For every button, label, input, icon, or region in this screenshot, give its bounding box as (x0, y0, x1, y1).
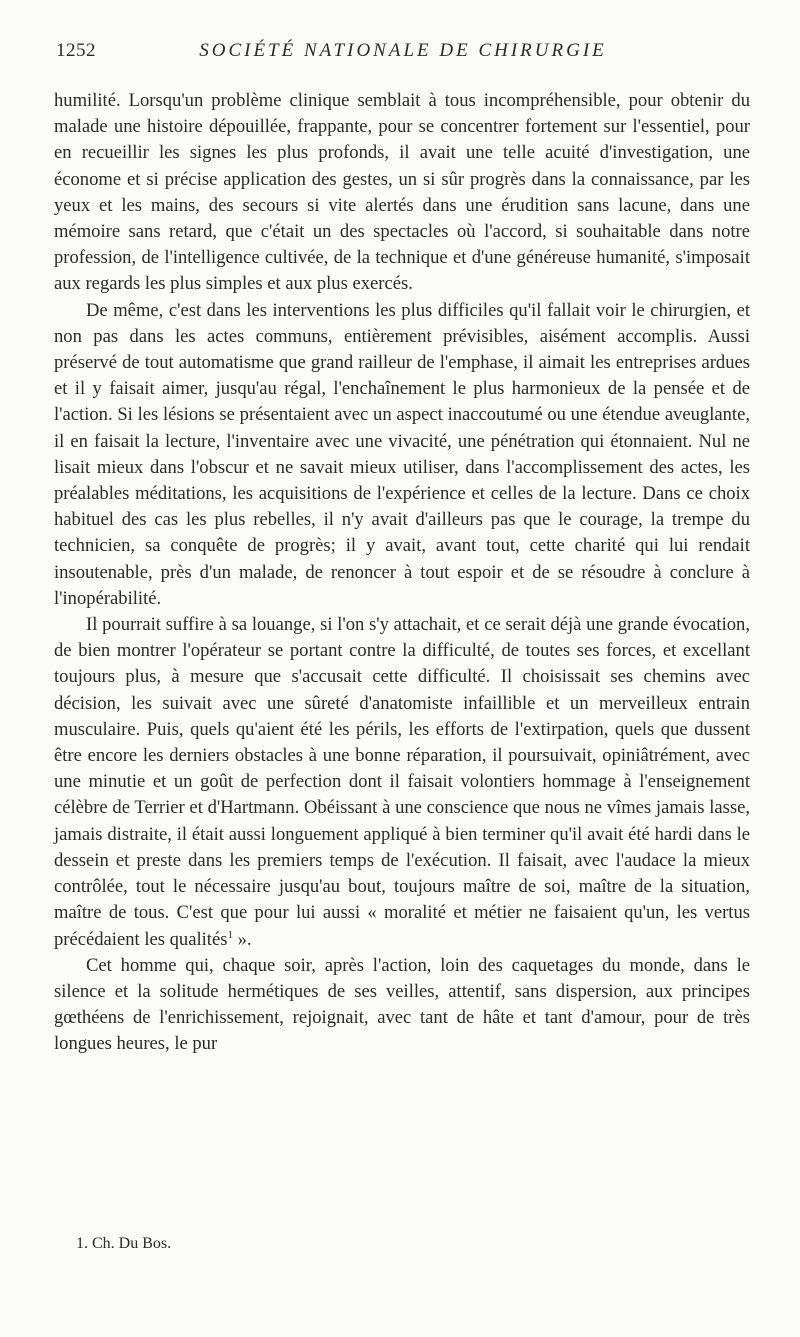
paragraph-3-text: Il pourrait suffire à sa louange, si l'on s'y attachait, et ce serait déjà une grande évocation, de bien montrer l'opérateur se portant contre la difficulté, de toutes ses forces, et excellant toujours plus, à mesure que s'accusait cette difficulté. Il choisissait ses chemins avec décision, les suivait avec une sûreté d'anatomiste infaillible et un merveilleux entrain musculaire. Puis, quels qu'aient été les périls, les efforts de l'extirpation, quels que dussent être encore les derniers obstacles à une bonne réparation, il poursuivait, opiniâtrément, avec une minutie et un goût de perfection dont il faisait volontiers hommage à l'enseignement célèbre de Terrier et d'Hartmann. Obéissant à une conscience que nous ne vîmes jamais lasse, jamais distraite, il était aussi longuement appliqué à bien terminer qu'il avait été hardi dans le dessein et preste dans les premiers temps de l'exécution. Il faisait, avec l'audace la mieux contrôlée, tout le nécessaire jusqu'au bout, toujours maître de soi, maître de la situation, maître de tous. C'est que pour lui aussi « moralité et métier ne faisaient qu'un, les vertus précédaient les qualités (54, 614, 750, 950)
body-text (54, 88, 750, 1058)
paragraph-1: humilité. Lorsqu'un problème clinique semblait à tous incompréhensible, pour obtenir du malade une histoire dépouillée, frappante, pour se concentrer fortement sur l'essentiel, pour en recueillir les signes les plus profonds, il avait une telle acuité d'investigation, une économe et si précise application des gestes, un si sûr progrès dans la connaissance, par les yeux et les mains, des secours si vite alertés dans une érudition sans lacune, dans une mémoire sans retard, que c'était un des spectacles où l'accord, si souhaitable dans notre profession, de l'intelligence cultivée, de la technique et d'une généreuse humanité, s'imposait aux regards les plus simples et aux plus exercés. (54, 90, 750, 295)
running-head (56, 40, 750, 68)
journal-title: SOCIÉTÉ NATIONALE DE CHIRURGIE (199, 40, 607, 61)
paragraph-2: De même, c'est dans les interventions les plus difficiles qu'il fallait voir le chirurgien, et non pas dans les actes communs, entièrement prévisibles, aisément accomplis. Aussi préservé de tout automatisme que grand railleur de l'emphase, il aimait les entreprises ardues et il y faisait aimer, jusqu'au régal, l'enchaînement le plus harmonieux de la pensée et de l'action. Si les lésions se présentaient avec un aspect inaccoutumé ou une étendue aveuglante, il en faisait la lecture, l'inventaire avec une vivacité, une pénétration qui étonnaient. Nul ne lisait mieux dans l'obscur et ne savait mieux utiliser, dans l'accomplissement des actes, les préalables méditations, les acquisitions de l'expérience et celles de la lecture. Dans ce choix habituel des cas les plus rebelles, il n'y avait d'ailleurs pas que le courage, la trempe du technicien, sa conquête de progrès; il y avait, avant tout, cette charité qui lui rendait insoutenable, près d'un malade, de renoncer à tout espoir et de se résoudre à conclure à l'inopérabilité. (54, 299, 750, 609)
paragraph-3 (54, 612, 750, 953)
footnote-reference: 1 (227, 928, 233, 941)
paragraph-4: Cet homme qui, chaque soir, après l'action, loin des caquetages du monde, dans le silence et la solitude hermétiques de ses veilles, attentif, sans dispersion, aux principes gœthéens de l'enrichissement, rejoignait, avec tant de hâte et tant d'amour, pour de très longues heures, le pur (54, 954, 750, 1055)
footnote: 1. Ch. Du Bos. (76, 1235, 172, 1252)
page-number: 1252 (56, 40, 96, 61)
paragraph-3-end: ». (232, 928, 252, 950)
